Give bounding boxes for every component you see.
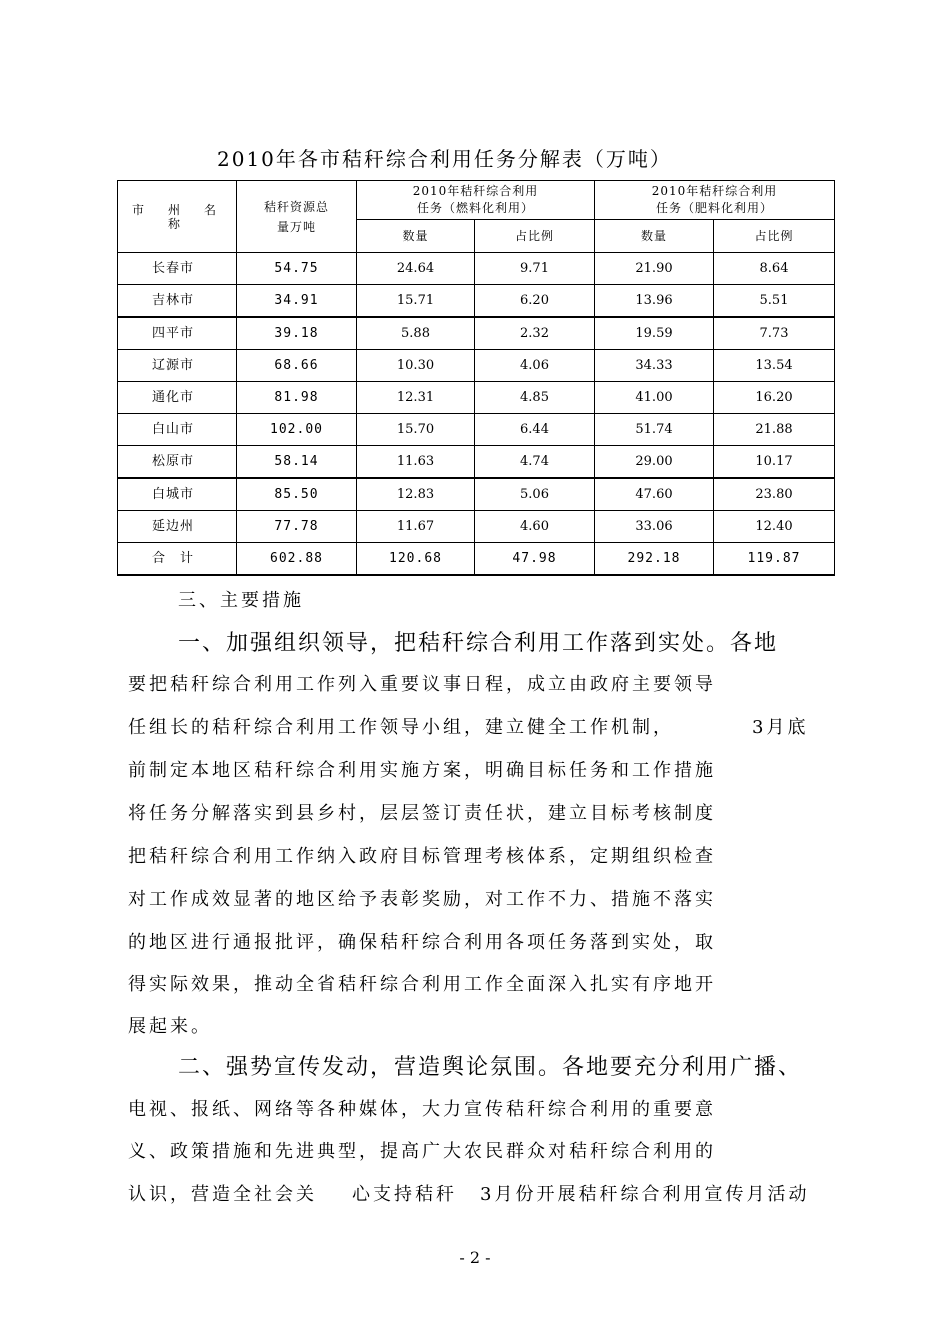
cell-total: 85.50 xyxy=(237,478,357,511)
cell-b2: 12.40 xyxy=(714,511,835,543)
cell-a2: 4.74 xyxy=(475,446,595,479)
table-total-row xyxy=(118,543,835,576)
header-total: 秸秆资源总量万吨 xyxy=(237,181,357,253)
cell-b2: 13.54 xyxy=(714,350,835,382)
paragraph-line: 将任务分解落实到县乡村，层层签订责任状，建立目标考核制度 xyxy=(128,803,716,824)
cell-a1: 10.30 xyxy=(357,350,475,382)
cell-b1: 41.00 xyxy=(595,382,714,414)
cell-a2: 47.98 xyxy=(475,543,595,576)
cell-total: 81.98 xyxy=(237,382,357,414)
cell-b2: 16.20 xyxy=(714,382,835,414)
paragraph-line: 把秸秆综合利用工作纳入政府目标管理考核体系，定期组织检查 xyxy=(128,846,716,867)
cell-name: 松原市 xyxy=(118,446,237,479)
cell-b2: 5.51 xyxy=(714,285,835,318)
paragraph-line: 任组长的秸秆综合利用工作领导小组，建立健全工作机制， xyxy=(128,717,674,738)
cell-a2: 6.20 xyxy=(475,285,595,318)
cell-b2: 23.80 xyxy=(714,478,835,511)
cell-name: 延边州 xyxy=(118,511,237,543)
paragraph-line: 展起来。 xyxy=(128,1016,212,1037)
paragraph-line-fragment: 心支持秸秆 xyxy=(352,1184,457,1205)
paragraph-line: 的地区进行通报批评，确保秸秆综合利用各项任务落到实处，取 xyxy=(128,932,716,953)
paragraph-line: 电视、报纸、网络等各种媒体，大力宣传秸秆综合利用的重要意 xyxy=(128,1099,716,1120)
cell-name: 白山市 xyxy=(118,414,237,446)
cell-a1: 24.64 xyxy=(357,253,475,285)
paragraph-line: 要把秸秆综合利用工作列入重要议事日程，成立由政府主要领导 xyxy=(128,674,716,695)
table-row xyxy=(118,350,835,382)
cell-name: 白城市 xyxy=(118,478,237,511)
header-group-a: 2010年秸秆综合利用任务（燃料化利用） xyxy=(357,181,595,220)
cell-name: 合 计 xyxy=(118,543,237,576)
cell-a1: 11.63 xyxy=(357,446,475,479)
cell-a2: 4.60 xyxy=(475,511,595,543)
paragraph-line-fragment: 3月份开展秸秆综合利用宣传月活动 xyxy=(480,1184,810,1205)
cell-name: 四平市 xyxy=(118,317,237,350)
paragraph-line-fragment: 3月底 xyxy=(752,717,809,738)
cell-total: 68.66 xyxy=(237,350,357,382)
cell-a1: 12.83 xyxy=(357,478,475,511)
cell-b1: 51.74 xyxy=(595,414,714,446)
cell-name: 吉林市 xyxy=(118,285,237,318)
task-allocation-table xyxy=(117,180,835,576)
cell-a2: 6.44 xyxy=(475,414,595,446)
cell-total: 58.14 xyxy=(237,446,357,479)
cell-b1: 29.00 xyxy=(595,446,714,479)
paragraph-line: 对工作成效显著的地区给予表彰奖励，对工作不力、措施不落实 xyxy=(128,889,716,910)
cell-b2: 119.87 xyxy=(714,543,835,576)
cell-b2: 8.64 xyxy=(714,253,835,285)
cell-b2: 10.17 xyxy=(714,446,835,479)
header-region: 市 州 名 称 xyxy=(118,181,237,253)
cell-b1: 34.33 xyxy=(595,350,714,382)
section-heading: 三、主要措施 xyxy=(178,590,304,611)
cell-a1: 15.70 xyxy=(357,414,475,446)
cell-name: 辽源市 xyxy=(118,350,237,382)
cell-total: 39.18 xyxy=(237,317,357,350)
table-row xyxy=(118,446,835,479)
paragraph-line-fragment: 认识，营造全社会关 xyxy=(128,1184,317,1205)
table-header-row xyxy=(118,181,835,220)
cell-b2: 21.88 xyxy=(714,414,835,446)
cell-total: 54.75 xyxy=(237,253,357,285)
paragraph-line: 得实际效果，推动全省秸秆综合利用工作全面深入扎实有序地开 xyxy=(128,974,716,995)
table-body xyxy=(118,253,835,576)
subheader-b-ratio: 占比例 xyxy=(714,220,835,253)
cell-a2: 2.32 xyxy=(475,317,595,350)
cell-total: 34.91 xyxy=(237,285,357,318)
header-group-b: 2010年秸秆综合利用任务（肥料化利用） xyxy=(595,181,835,220)
paragraph-1-heading: 一、加强组织领导，把秸秆综合利用工作落到实处。各地 xyxy=(178,631,779,656)
cell-a1: 15.71 xyxy=(357,285,475,318)
cell-a2: 4.85 xyxy=(475,382,595,414)
table-row xyxy=(118,382,835,414)
cell-a1: 11.67 xyxy=(357,511,475,543)
subheader-a-ratio: 占比例 xyxy=(475,220,595,253)
cell-a2: 5.06 xyxy=(475,478,595,511)
cell-b1: 21.90 xyxy=(595,253,714,285)
cell-name: 通化市 xyxy=(118,382,237,414)
paragraph-line: 义、政策措施和先进典型，提高广大农民群众对秸秆综合利用的 xyxy=(128,1141,716,1162)
cell-a1: 120.68 xyxy=(357,543,475,576)
table-row xyxy=(118,414,835,446)
cell-b1: 292.18 xyxy=(595,543,714,576)
page-number: - 2 - xyxy=(459,1248,491,1267)
table-title: 2010年各市秸秆综合利用任务分解表（万吨） xyxy=(217,147,672,171)
cell-b1: 47.60 xyxy=(595,478,714,511)
cell-total: 102.00 xyxy=(237,414,357,446)
table-row xyxy=(118,478,835,511)
table-row xyxy=(118,285,835,318)
cell-b1: 33.06 xyxy=(595,511,714,543)
cell-b1: 13.96 xyxy=(595,285,714,318)
cell-a2: 9.71 xyxy=(475,253,595,285)
cell-a1: 5.88 xyxy=(357,317,475,350)
cell-total: 602.88 xyxy=(237,543,357,576)
table-row xyxy=(118,511,835,543)
cell-a1: 12.31 xyxy=(357,382,475,414)
table-row xyxy=(118,317,835,350)
cell-total: 77.78 xyxy=(237,511,357,543)
paragraph-2-heading: 二、强势宣传发动，营造舆论氛围。各地要充分利用广播、 xyxy=(178,1055,803,1080)
cell-name: 长春市 xyxy=(118,253,237,285)
cell-a2: 4.06 xyxy=(475,350,595,382)
table-row xyxy=(118,253,835,285)
subheader-a-amount: 数量 xyxy=(357,220,475,253)
subheader-b-amount: 数量 xyxy=(595,220,714,253)
cell-b2: 7.73 xyxy=(714,317,835,350)
paragraph-line: 前制定本地区秸秆综合利用实施方案，明确目标任务和工作措施 xyxy=(128,760,716,781)
cell-b1: 19.59 xyxy=(595,317,714,350)
